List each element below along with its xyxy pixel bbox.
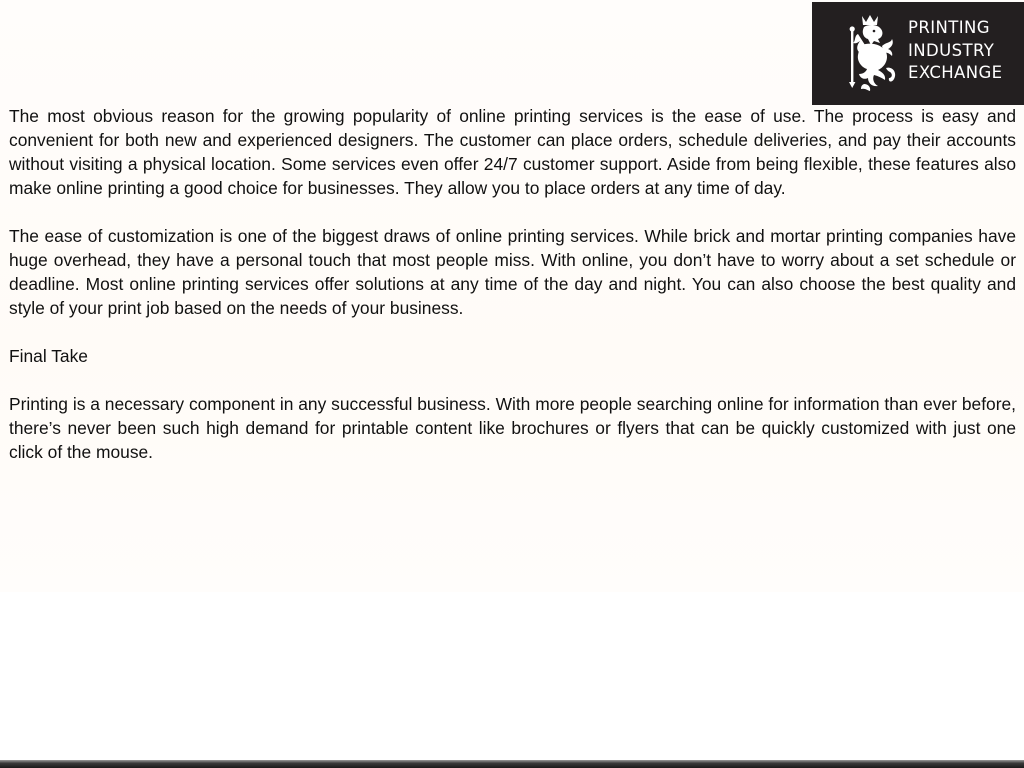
logo xyxy=(812,2,1024,105)
logo-line-3: EXCHANGE xyxy=(908,63,1003,82)
section-heading-final-take: Final Take xyxy=(9,346,88,366)
paragraph-ease-of-use: The most obvious reason for the growing popularity of online printing services is the ease of use. The process is easy and convenient for both new and experienced designers. The customer can place orders, schedule deliveries, and pay their accounts without visiting a physical location. Some services even offer 24/7 customer support. Aside from being flexible, these features also make online printing a good choice for businesses. They allow you to place orders at any time of day. xyxy=(9,106,1016,198)
logo-line-2: INDUSTRY xyxy=(908,40,995,60)
paragraph-conclusion: Printing is a necessary component in any successful business. With more people searching online for information than ever before, there’s never been such high demand for printable content like brochures or flyers that can be quickly customized with just one click of the mouse. xyxy=(9,394,1016,462)
logo-line-1: PRINTING xyxy=(908,18,990,37)
paragraph-customization: The ease of customization is one of the biggest draws of online printing services. While brick and mortar printing companies have huge overhead, they have a personal touch that most people miss. With online, you don’t have to worry about a set schedule or deadline. Most online printing services offer solutions at any time of the day and night. You can also choose the best quality and style of your print job based on the needs of your business. xyxy=(9,226,1016,318)
logo-wordmark xyxy=(908,17,1023,85)
article-body xyxy=(9,104,1016,488)
heraldic-lion-icon xyxy=(844,12,900,94)
bottom-border xyxy=(0,760,1024,768)
